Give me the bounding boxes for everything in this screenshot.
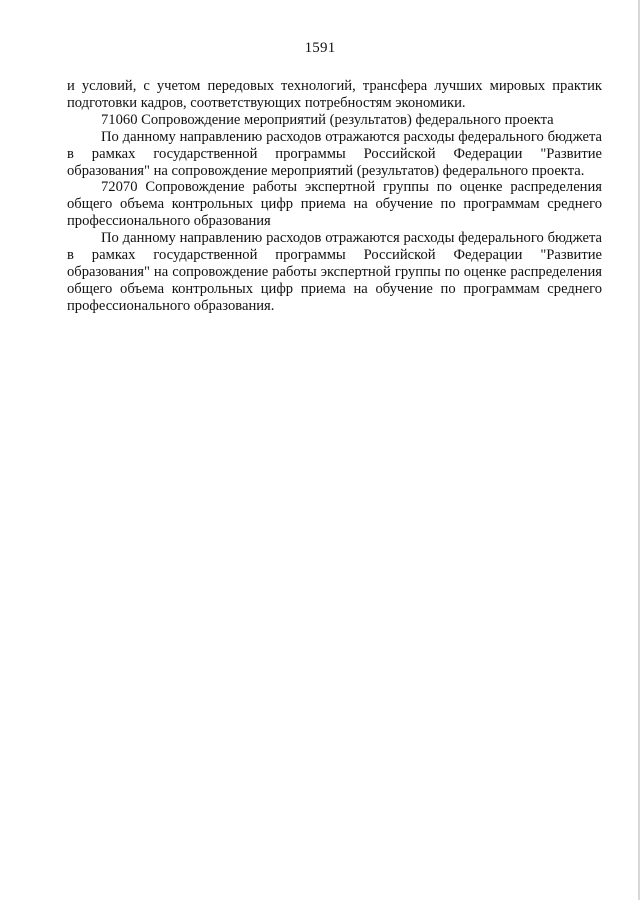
section-heading-71060: 71060 Сопровождение мероприятий (результатов) федерального проекта: [101, 111, 554, 128]
paragraph-72070-description: По данному направлению расходов отражаются расходы федерального бюджета в рамках государственной программы Российской Федерации "Развитие образования" на сопровождение работы экспертной группы по оценке распределения общего объема контрольных цифр приема на обучение по программам среднего профессионального образования.: [67, 230, 602, 314]
section-heading-72070: 72070 Сопровождение работы экспертной группы по оценке распределения общего объема контрольных цифр приема на обучение по программам среднего профессионального образования: [67, 179, 602, 230]
paragraph-continuation: и условий, с учетом передовых технологий, трансфера лучших мировых практик подготовки кадров, соответствующих потребностям экономики.: [67, 78, 602, 111]
paragraph-71060-description: По данному направлению расходов отражаются расходы федерального бюджета в рамках государственной программы Российской Федерации "Развитие образования" на сопровождение мероприятий (результатов) федерального проекта.: [67, 128, 602, 179]
document-body: [67, 78, 602, 315]
page-number: 1591: [304, 40, 336, 56]
